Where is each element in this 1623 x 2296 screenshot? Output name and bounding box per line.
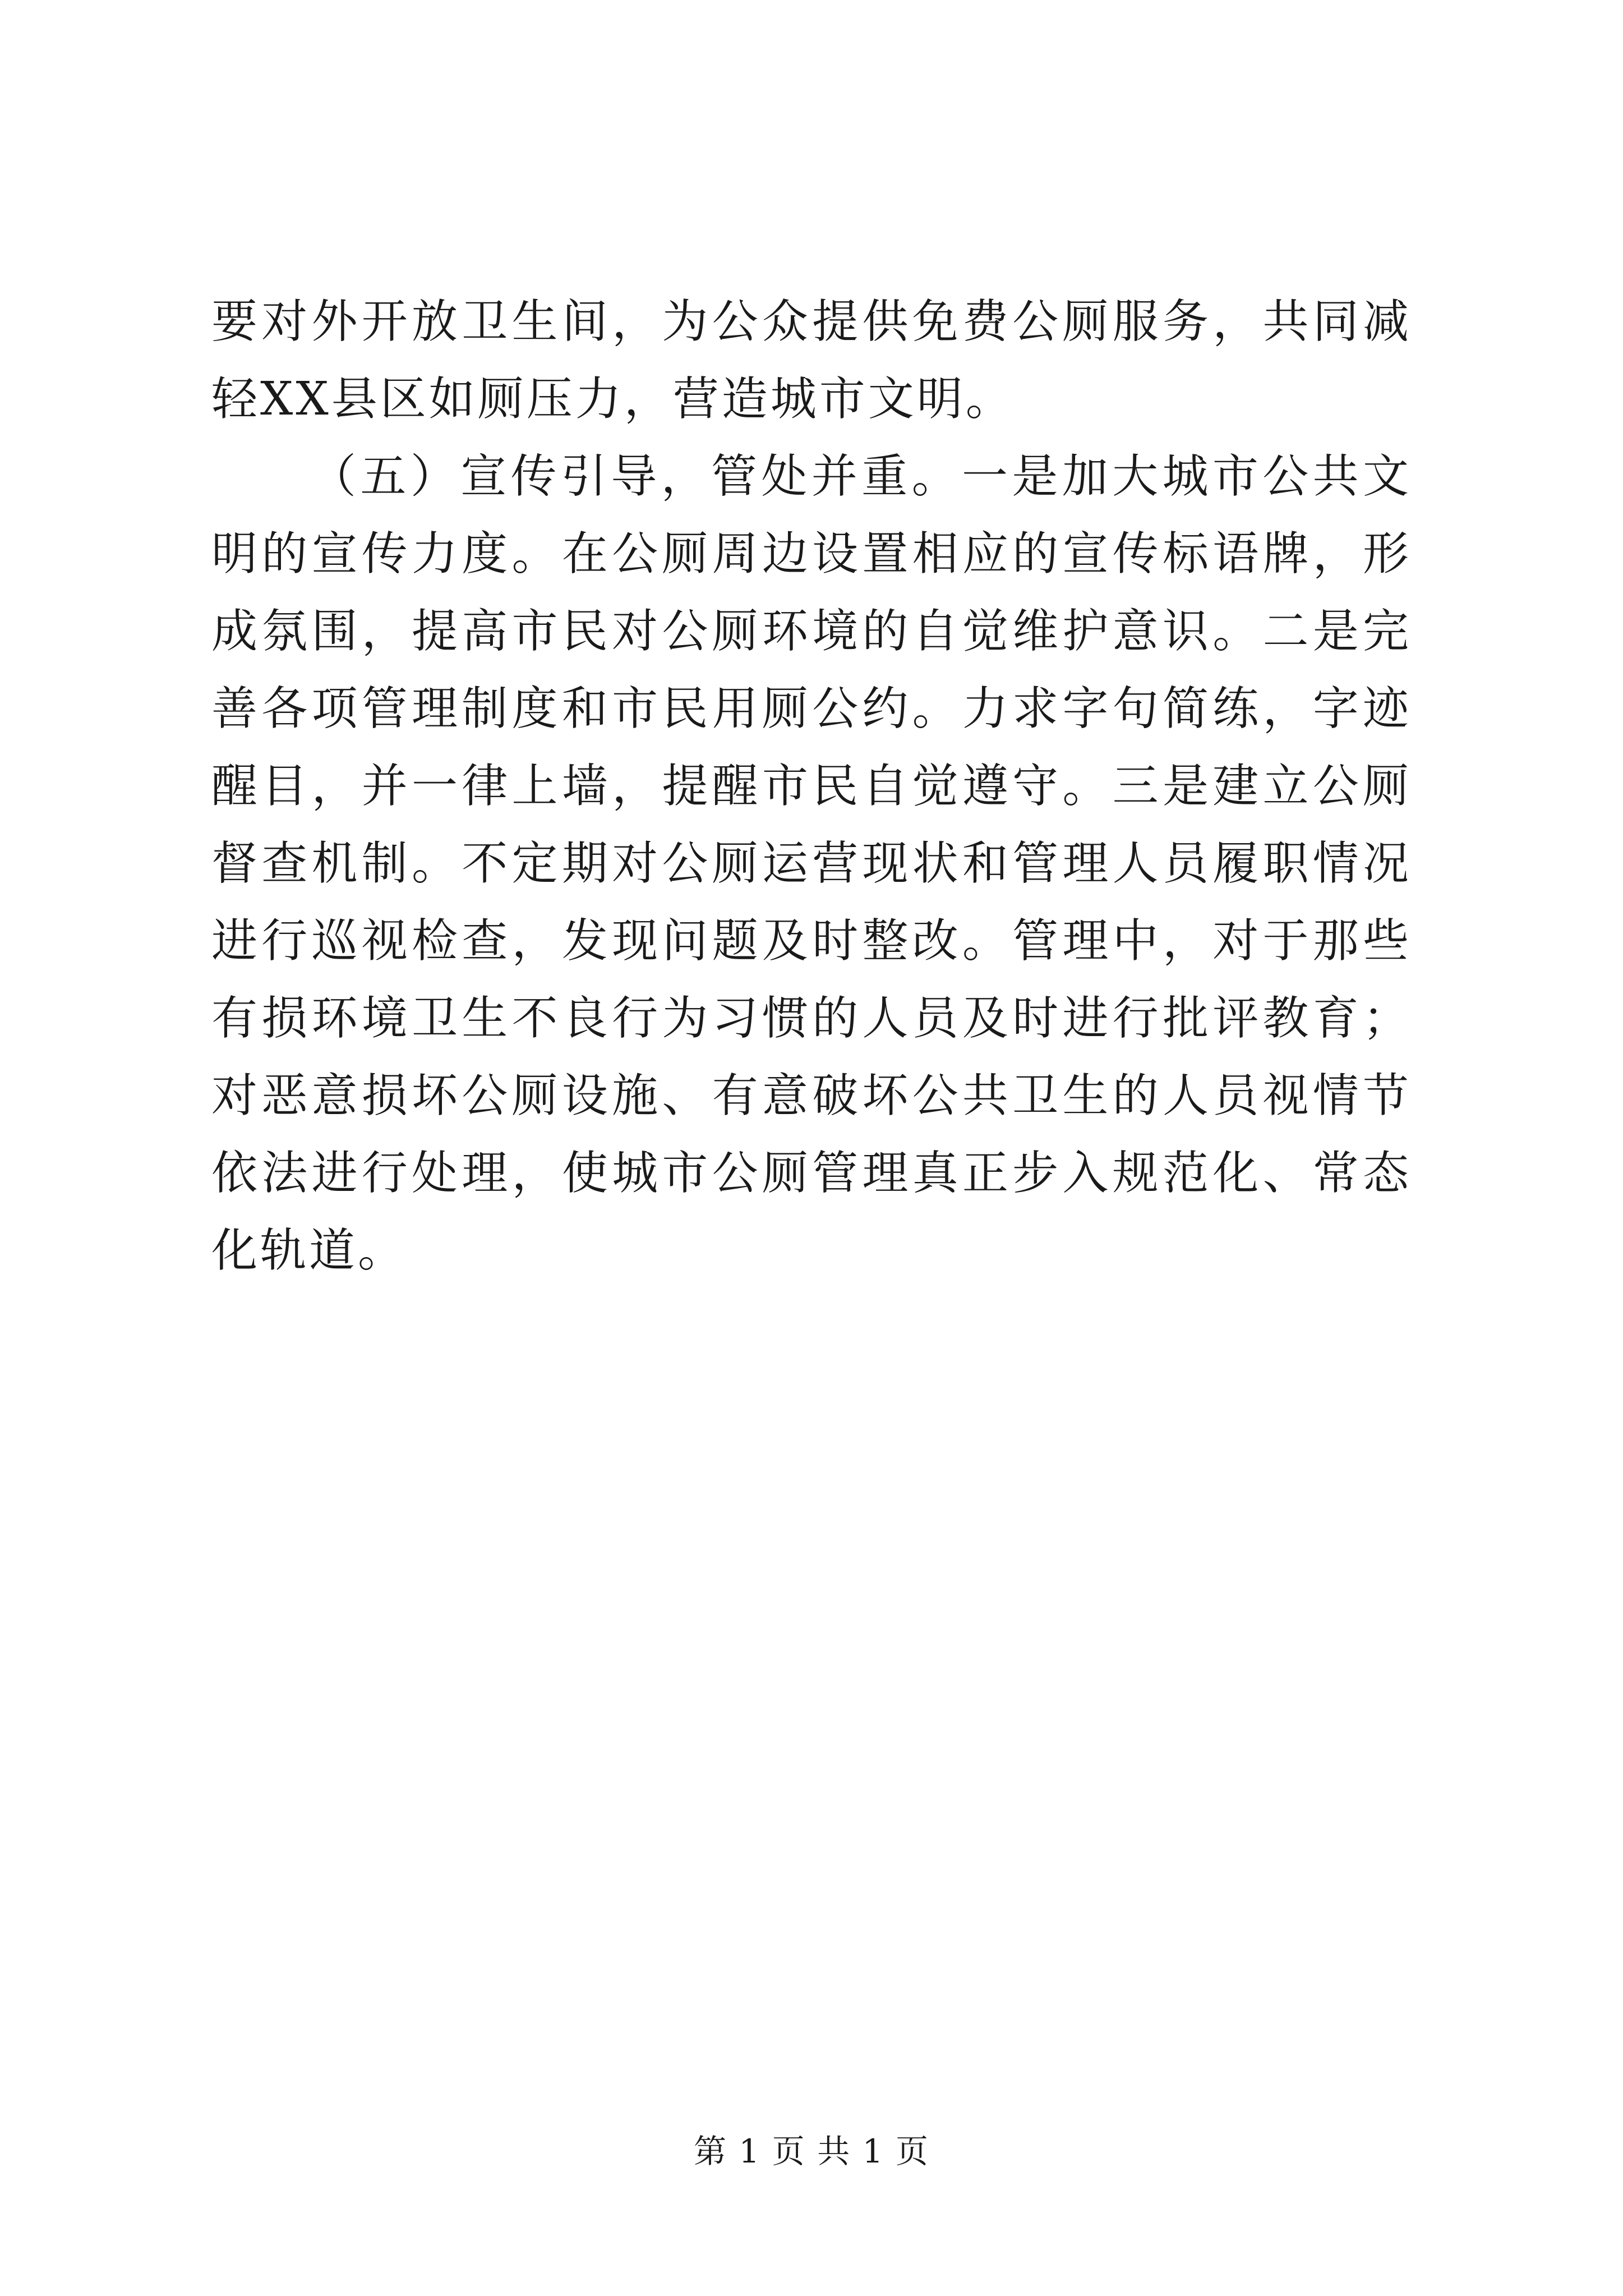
page-number-footer: 第 1 页 共 1 页 — [694, 2132, 929, 2170]
paragraph-section-five: （五）宣传引导，管处并重。一是加大城市公共文明的宣传力度。在公厕周边设置相应的宣传标语牌，形成氛围，提高市民对公厕环境的自觉维护意识。二是完善各项管理制度和市民用厕公约。力求字句简练，字迹醒目，并一律上墙，提醒市民自觉遵守。三是建立公厕督查机制。不定期对公厕运营现状和管理人员履职情况进行巡视检查，发现问题及时整改。管理中，对于那些有损环境卫生不良行为习惯的人员及时进行批评教育；对恶意损坏公厕设施、有意破坏公共卫生的人员视情节依法进行处理，使城市公厕管理真正步入规范化、常态化轨道。 — [211, 450, 1412, 1277]
document-body — [211, 283, 1412, 1290]
paragraph-continuation: 要对外开放卫生间，为公众提供免费公厕服务，共同减轻XX县区如厕压力，营造城市文明。 — [211, 295, 1412, 426]
